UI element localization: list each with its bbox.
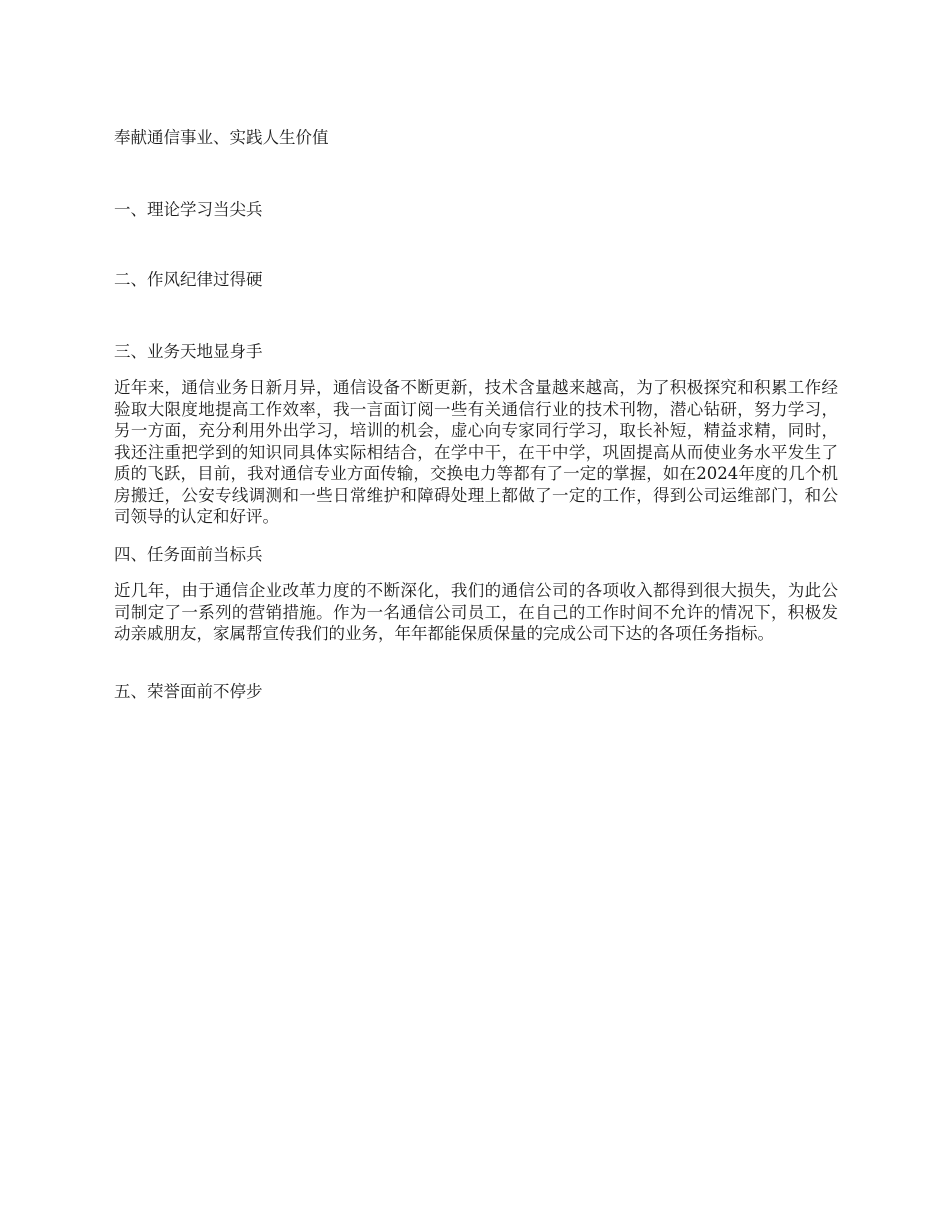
section-heading-2: 二、作风纪律过得硬 — [114, 270, 263, 289]
section-heading-5: 五、荣誉面前不停步 — [114, 682, 263, 701]
section-body-4: 近几年，由于通信企业改革力度的不断深化，我们的通信公司的各项收入都得到很大损失，为此公司制定了一系列的营销措施。作为一名通信公司员工，在自己的工作时间不允许的情况下，积极发动亲戚朋友，家属帮宣传我们的业务，年年都能保质保量的完成公司下达的各项任务指标。 — [114, 581, 838, 643]
section-heading-3: 三、业务天地显身手 — [114, 342, 263, 361]
section-heading-1: 一、理论学习当尖兵 — [114, 200, 263, 219]
section-body-3: 近年来，通信业务日新月异，通信设备不断更新，技术含量越来越高，为了积极探究和积累工作经验取大限度地提高工作效率，我一言面订阅一些有关通信行业的技术刊物，潜心钻研，努力学习，另一方面，充分利用外出学习，培训的机会，虚心向专家同行学习，取长补短，精益求精，同时，我还注重把学到的知识同具体实际相结合，在学中干，在干中学，巩固提高从而使业务水平发生了质的飞跃，目前，我对通信专业方面传输，交换电力等都有了一定的掌握，如在2024年度的几个机房搬迁，公安专线调测和一些日常维护和障碍处理上都做了一定的工作，得到公司运维部门，和公司领导的认定和好评。 — [114, 378, 838, 526]
document-title: 奉献通信事业、实践人生价值 — [114, 128, 329, 147]
section-heading-4: 四、任务面前当标兵 — [114, 545, 263, 564]
